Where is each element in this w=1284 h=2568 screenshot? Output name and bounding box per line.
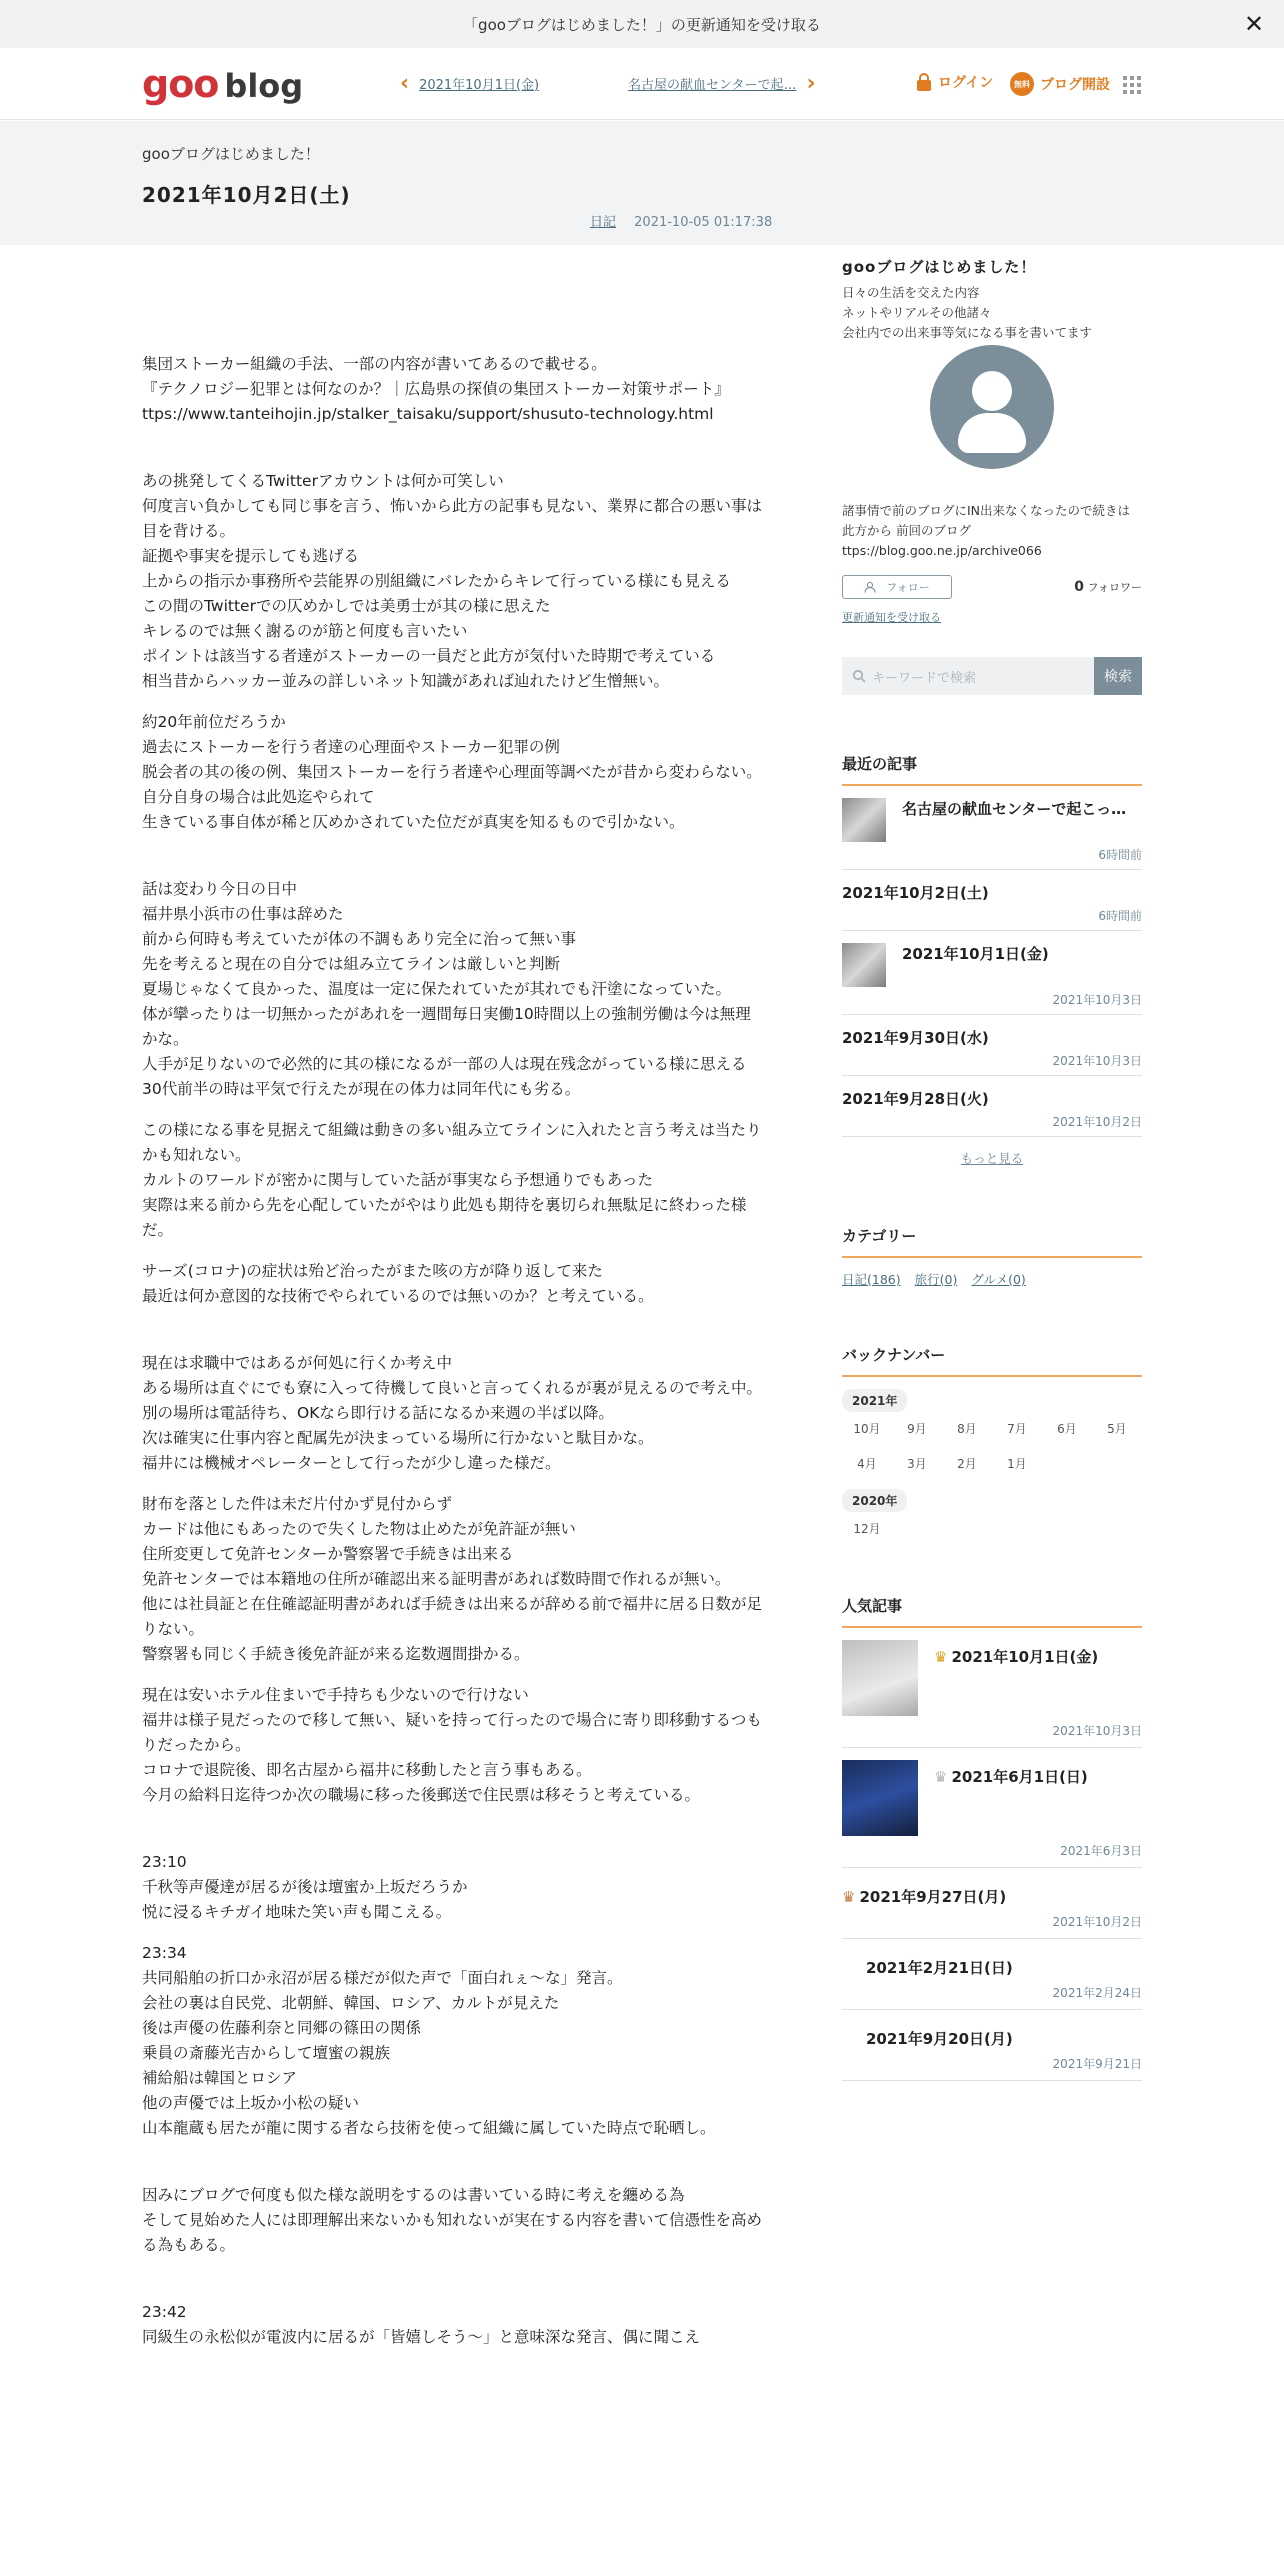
follower-count [1074, 579, 1142, 595]
paragraph: あの挑発してくるTwitterアカウントは何か可笑しい 何度言い負かしても同じ事を言う、怖いから此方の記事も見ない、業界に都合の悪い事は目を背ける。 証拠や事実を提示しても逃げる 上からの指示か事務所や芸能界の別組織にバレたからキレて行っている様にも見える この間のTwitterでの仄めかしでは美勇士が其の様に思えた キレるのでは無く謝るのが筋と何度も言いたい ポイントは該当する者達がストーカーの一員だと此方が気付いた時期で考えている 相当昔からハッカー並みの詳しいネット知識があれば辿れたけど生憎無い。 [142, 472, 763, 690]
entry-title-band [0, 121, 1284, 245]
login-button[interactable] [916, 72, 993, 92]
entry-category-link[interactable]: 日記 [590, 215, 617, 230]
popular-entries [842, 1595, 1142, 2081]
list-item[interactable] [842, 1748, 1142, 1868]
month-link[interactable]: 1月 [1007, 1457, 1027, 1471]
popular-entry-title[interactable]: 2021年2月21日(日) [866, 1959, 1013, 1977]
popular-entry-date: 2021年9月21日 [1052, 2057, 1142, 2071]
paragraph: 約20年前位だろうか 過去にストーカーを行う者達の心理面やストーカー犯罪の例 脱会者の其の後の例、集団ストーカーを行う者達や心理面等調べたが昔から変わらない。 自分自身の場合は此処迄やられて 生きている事自体が稀と仄めかされていた位だが真実を知るもので引かない。 [142, 713, 762, 831]
month-link[interactable]: 10月 [853, 1422, 881, 1436]
follower-count-value: 0 [1074, 579, 1085, 595]
paragraph: 話は変わり今日の日中 福井県小浜市の仕事は辞めた 前から何時も考えていたが体の不調もあり完全に治って無い事 先を考えると現在の自分では組み立てラインは厳しいと判断 夏場じゃなくて良かった、温度は一定に保たれていたが其れでも汗塗になっていた。 体が攣ったりは一切無かったがあれを一週間毎日実働10時間以上の強制労働は今は無理かな。 人手が足りないので必然的に其の様になるが一部の人は現在残念がっている様に思える 30代前半の時は平気で行えたが現在の体力は同年代にも劣る。 [142, 880, 751, 1098]
paragraph: 23:42 同級生の永松似が電波内に居るが「皆嬉しそう～」と意味深な発言、偶に聞こえ [142, 2303, 701, 2346]
entry-datetime: 2021-10-05 01:17:38 [634, 215, 773, 230]
silver-crown-icon: ♛ [934, 1768, 948, 1786]
month-link[interactable]: 2月 [957, 1457, 977, 1471]
recent-entry-date: 2021年10月3日 [1052, 993, 1142, 1007]
entry-body [142, 352, 766, 2350]
logo-blog-text: blog [224, 67, 304, 105]
paragraph: 財布を落とした件は未だ片付かず見付からず カードは他にもあったので失くした物は止めたが免許証が無い 住所変更して免許センターか警察署で手続きは出来る 免許センターでは本籍地の住所が確認出来る証明書があれば数時間で作れるが無い。 他には社員証と在住確認証明書があれば手続きは出来るが辞める前で福井に居る日数が足りない。 警察署も同じく手続き後免許証が来る迄数週間掛かる。 [142, 1495, 763, 1663]
open-blog-label[interactable]: ブログ開設 [1040, 77, 1110, 93]
popular-entry-date: 2021年10月2日 [1052, 1915, 1142, 1929]
follow-label[interactable]: フォロー [886, 581, 930, 594]
paragraph: この様になる事を見据えて組織は動きの多い組み立てラインに入れたと言う考えは当たりかも知れない。 カルトのワールドが密かに関与していた話が事実なら予想通りでもあった 実際は来る前から先を心配していたがやはり此処も期待を裏切られ無駄足に終わった様だ。 [142, 1121, 762, 1239]
recent-entry-title[interactable]: 名古屋の献血センターで起こっ… [902, 800, 1127, 818]
person-icon [864, 581, 876, 593]
avatar [930, 345, 1054, 469]
month-link[interactable]: 6月 [1057, 1422, 1077, 1436]
prev-entry-link[interactable] [400, 70, 540, 96]
month-link[interactable]: 3月 [907, 1457, 927, 1471]
sidebar-profile-text: 諸事情で前のブログにIN出来なくなったので続きは此方から 前回のブログ ttps://blog.goo.ne.jp/archive066 [842, 503, 1131, 558]
month-link[interactable]: 12月 [853, 1522, 881, 1536]
month-link[interactable]: 4月 [857, 1457, 877, 1471]
categories [842, 1225, 1142, 1288]
update-notice-text[interactable]: 「gooブログはじめました！」の更新通知を受け取る [463, 15, 821, 34]
popular-entry-title[interactable]: 2021年9月20日(月) [866, 2030, 1013, 2048]
popular-entry-date: 2021年2月24日 [1052, 1986, 1142, 2000]
free-badge-icon: 無料 [1010, 72, 1034, 96]
recent-entries [842, 753, 1142, 1167]
entry-thumbnail[interactable] [842, 1760, 918, 1836]
recent-entry-date: 2021年10月2日 [1052, 1115, 1142, 1129]
entry-title: 2021年10月2日(土) [142, 183, 351, 207]
login-label[interactable]: ログイン [938, 75, 994, 91]
blog-name[interactable]: gooブログはじめました！ [142, 145, 320, 163]
prev-entry-label[interactable]: 2021年10月1日(金) [419, 78, 540, 93]
recent-entry-date: 6時間前 [1098, 848, 1142, 862]
list-item[interactable] [842, 786, 1142, 870]
recent-entry-date: 6時間前 [1098, 909, 1142, 923]
popular-entry-title[interactable]: 2021年6月1日(日) [951, 1768, 1088, 1786]
bronze-crown-icon: ♛ [842, 1888, 856, 1906]
back-numbers-title: バックナンバー [842, 1344, 1142, 1377]
paragraph: 現在は求職中ではあるが何処に行くか考え中 ある場所は直ぐにでも寮に入って待機して良いと言ってくれるが裏が見えるので考え中。 別の場所は電話待ち、OKなら即行ける話になるか来週の半ば以降。 次は確実に仕事内容と配属先が決まっている場所に行かないと駄目かな。 福井には機械オペレーターとして行ったが少し違った様だ。 [142, 1354, 763, 1472]
category-link[interactable]: 日記(186) [842, 1272, 901, 1287]
next-entry-link[interactable] [628, 70, 816, 96]
recent-entry-title[interactable]: 2021年10月2日(土) [842, 884, 989, 902]
sidebar-blog-title[interactable]: gooブログはじめました！ [842, 258, 1037, 276]
logo-goo-text: goo [142, 62, 219, 106]
entry-thumbnail[interactable] [842, 798, 886, 842]
gold-crown-icon: ♛ [934, 1648, 948, 1666]
recent-entries-title: 最近の記事 [842, 753, 1142, 786]
popular-entry-title[interactable]: 2021年10月1日(金) [951, 1648, 1099, 1666]
subscribe-updates-link[interactable]: 更新通知を受け取る [842, 611, 941, 624]
search-icon [852, 669, 866, 683]
year-label: 2021年 [842, 1389, 907, 1412]
search-form [842, 657, 1142, 695]
sidebar [842, 256, 1142, 2081]
paragraph: 現在は安いホテル住まいで手持ちも少ないので行けない 福井は様子見だったので移して無い、疑いを持って行ったので場合に寄り即移動するつもりだったから。 コロナで退院後、即名古屋から福井に移動したと言う事もある。 今月の給料日迄待つか次の職場に移った後郵送で住民票は移そうと考えている。 [142, 1686, 762, 1804]
more-entries-link[interactable]: もっと見る [960, 1151, 1024, 1166]
month-link[interactable]: 5月 [1107, 1422, 1127, 1436]
update-notice-bar[interactable] [0, 0, 1284, 48]
category-link[interactable]: グルメ(0) [971, 1272, 1026, 1287]
list-item[interactable] [842, 1868, 1142, 1939]
entry-thumbnail[interactable] [842, 943, 886, 987]
search-placeholder: キーワードで検索 [872, 670, 977, 686]
list-item[interactable] [842, 1076, 1142, 1137]
month-link[interactable]: 7月 [1007, 1422, 1027, 1436]
category-link[interactable]: 旅行(0) [914, 1272, 958, 1287]
month-link[interactable]: 8月 [957, 1422, 977, 1436]
back-numbers [842, 1344, 1142, 1555]
follower-count-unit: フォロワー [1087, 581, 1142, 594]
month-link[interactable]: 9月 [907, 1422, 927, 1436]
chevron-left-icon: ‹ [400, 70, 410, 96]
entry-thumbnail[interactable] [842, 1640, 918, 1716]
list-item[interactable] [842, 1628, 1142, 1748]
search-input[interactable] [842, 657, 1094, 695]
list-item[interactable] [842, 2010, 1142, 2081]
paragraph: 因みにブログで何度も似た様な説明をするのは書いている時に考えを纏める為 そして見始めた人には即理解出来ないかも知れないが実在する内容を書いて信憑性を高める為もある。 [142, 2186, 763, 2254]
popular-entry-date: 2021年6月3日 [1060, 1844, 1142, 1858]
paragraph: 23:34 共同船舶の折口か永沼が居る様だが似た声で「面白れぇ～な」発言。 会社の裏は自民党、北朝鮮、韓国、ロシア、カルトが見えた 後は声優の佐藤利奈と同郷の篠田の関係 乗員の斎藤光吉からして壇蜜の親族 補給船は韓国とロシア 他の声優では上坂か小松の疑い 山本龍蔵も居たが龍に関する者なら技術を使って組織に属していた時点で恥晒し。 [142, 1944, 716, 2137]
recent-entry-title[interactable]: 2021年9月30日(水) [842, 1029, 989, 1047]
sidebar-blog-description: 日々の生活を交えた内容 ネットやリアルその他諸々 会社内での出来事等気になる事を書いてます [842, 285, 1093, 340]
popular-entry-title[interactable]: 2021年9月27日(月) [859, 1888, 1007, 1906]
follow-button[interactable] [842, 575, 952, 599]
list-item[interactable] [842, 931, 1142, 1015]
open-blog-button[interactable] [1010, 72, 1110, 96]
year-label: 2020年 [842, 1489, 907, 1512]
chevron-right-icon: › [806, 70, 816, 96]
next-entry-label[interactable]: 名古屋の献血センターで起… [628, 78, 797, 93]
recent-entry-title[interactable]: 2021年10月1日(金) [902, 945, 1049, 963]
lock-icon [916, 73, 932, 91]
goo-blog-logo[interactable] [142, 62, 303, 106]
list-item[interactable] [842, 1015, 1142, 1076]
close-icon[interactable]: ✕ [1243, 10, 1265, 38]
app-grid-icon[interactable] [1123, 76, 1141, 94]
entry-meta [590, 211, 772, 230]
list-item[interactable] [842, 1939, 1142, 2010]
search-button[interactable]: 検索 [1094, 657, 1142, 695]
recent-entry-date: 2021年10月3日 [1052, 1054, 1142, 1068]
site-header [0, 48, 1284, 120]
paragraph: 23:10 千秋等声優達が居るが後は壇蜜か上坂だろうか 悦に浸るキチガイ地味た笑い声も聞こえる。 [142, 1853, 468, 1921]
categories-title: カテゴリー [842, 1225, 1142, 1258]
paragraph: 集団ストーカー組織の手法、一部の内容が書いてあるので載せる。 『テクノロジー犯罪とは何なのか？｜広島県の探偵の集団ストーカー対策サポート』 ttps://www.tanteihojin.jp/stalker_taisaku/support/shusuto-technology.html [142, 355, 730, 423]
popular-entries-title: 人気記事 [842, 1595, 1142, 1628]
popular-entry-date: 2021年10月3日 [1052, 1724, 1142, 1738]
list-item[interactable] [842, 870, 1142, 931]
recent-entry-title[interactable]: 2021年9月28日(火) [842, 1090, 989, 1108]
paragraph: サーズ(コロナ)の症状は殆ど治ったがまた咳の方が降り返して来た 最近は何か意図的な技術でやられているのでは無いのか？と考えている。 [142, 1262, 654, 1305]
